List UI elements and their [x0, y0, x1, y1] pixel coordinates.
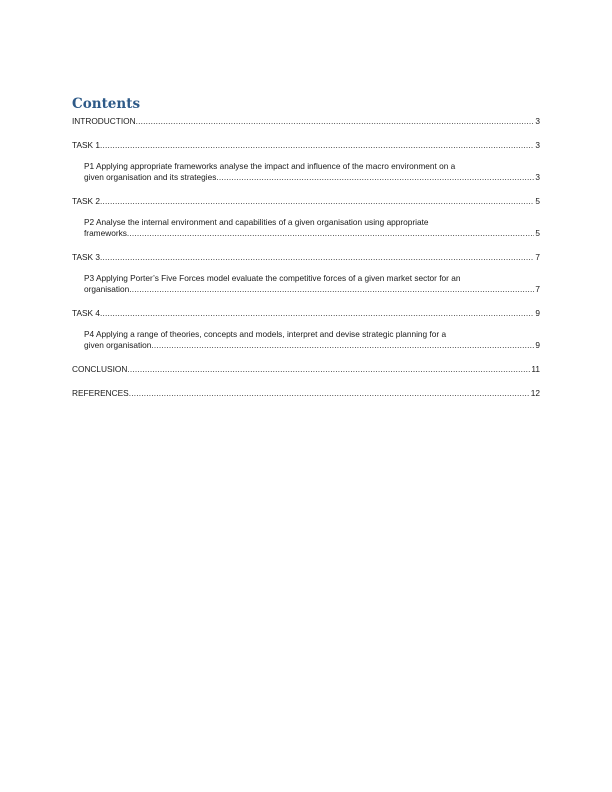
toc-page-number: 3	[535, 140, 540, 150]
toc-entry-references[interactable]	[72, 388, 540, 399]
toc-entry-title-line1: P2 Analyse the internal environment and capabilities of a given organisation using appropriate	[84, 217, 429, 227]
toc-entry-task-1[interactable]	[72, 140, 540, 151]
toc-page-number: 7	[535, 284, 540, 294]
toc-entry-title: REFERENCES	[72, 388, 129, 398]
toc-entry-p2[interactable]	[72, 217, 540, 239]
toc-entry-title-line2: given organisation and its strategies	[84, 172, 217, 182]
toc-entry-title-line1: P4 Applying a range of theories, concepts and models, interpret and devise strategic planning for a	[84, 329, 447, 339]
dot-leader	[127, 228, 535, 239]
toc-entry-title: INTRODUCTION	[72, 116, 136, 126]
table-of-contents	[72, 96, 540, 412]
toc-entry-conclusion[interactable]	[72, 364, 540, 375]
toc-entry-title: TASK 3	[72, 252, 100, 262]
dot-leader	[100, 196, 534, 207]
toc-entry-title-line2: frameworks	[84, 228, 127, 238]
toc-entry-title-line1: P3 Applying Porter’s Five Forces model evaluate the competitive forces of a given market sector for an	[84, 273, 461, 283]
toc-page-number: 9	[535, 308, 540, 318]
toc-page-number: 11	[531, 364, 540, 374]
toc-entry-title: TASK 4	[72, 308, 100, 318]
toc-entry-title: TASK 1	[72, 140, 100, 150]
toc-entry-introduction[interactable]	[72, 116, 540, 127]
toc-entry-title-line1: P1 Applying appropriate frameworks analyse the impact and influence of the macro environment on a	[84, 161, 456, 171]
toc-page-number: 12	[530, 388, 540, 398]
dot-leader	[100, 252, 534, 263]
toc-entry-title: CONCLUSION	[72, 364, 128, 374]
toc-page-number: 3	[535, 116, 540, 126]
toc-entry-p3[interactable]	[72, 273, 540, 295]
dot-leader	[127, 364, 530, 375]
toc-entry-task-3[interactable]	[72, 252, 540, 263]
dot-leader	[136, 116, 535, 127]
toc-heading: Contents	[72, 96, 141, 112]
toc-page-number: 7	[535, 252, 540, 262]
toc-page-number: 3	[535, 172, 540, 182]
dot-leader	[151, 340, 534, 351]
dot-leader	[100, 140, 534, 151]
toc-entry-title: TASK 2	[72, 196, 100, 206]
dot-leader	[216, 172, 534, 183]
toc-entry-title-line2: given organisation	[84, 340, 152, 350]
toc-page-number: 5	[535, 228, 540, 238]
dot-leader	[129, 388, 530, 399]
toc-entry-p1[interactable]	[72, 161, 540, 183]
toc-entry-p4[interactable]	[72, 329, 540, 351]
toc-page-number: 5	[535, 196, 540, 206]
toc-page-number: 9	[535, 340, 540, 350]
toc-entry-task-4[interactable]	[72, 308, 540, 319]
toc-entry-task-2[interactable]	[72, 196, 540, 207]
dot-leader	[129, 284, 534, 295]
dot-leader	[100, 308, 534, 319]
toc-entry-title-line2: organisation	[84, 284, 130, 294]
